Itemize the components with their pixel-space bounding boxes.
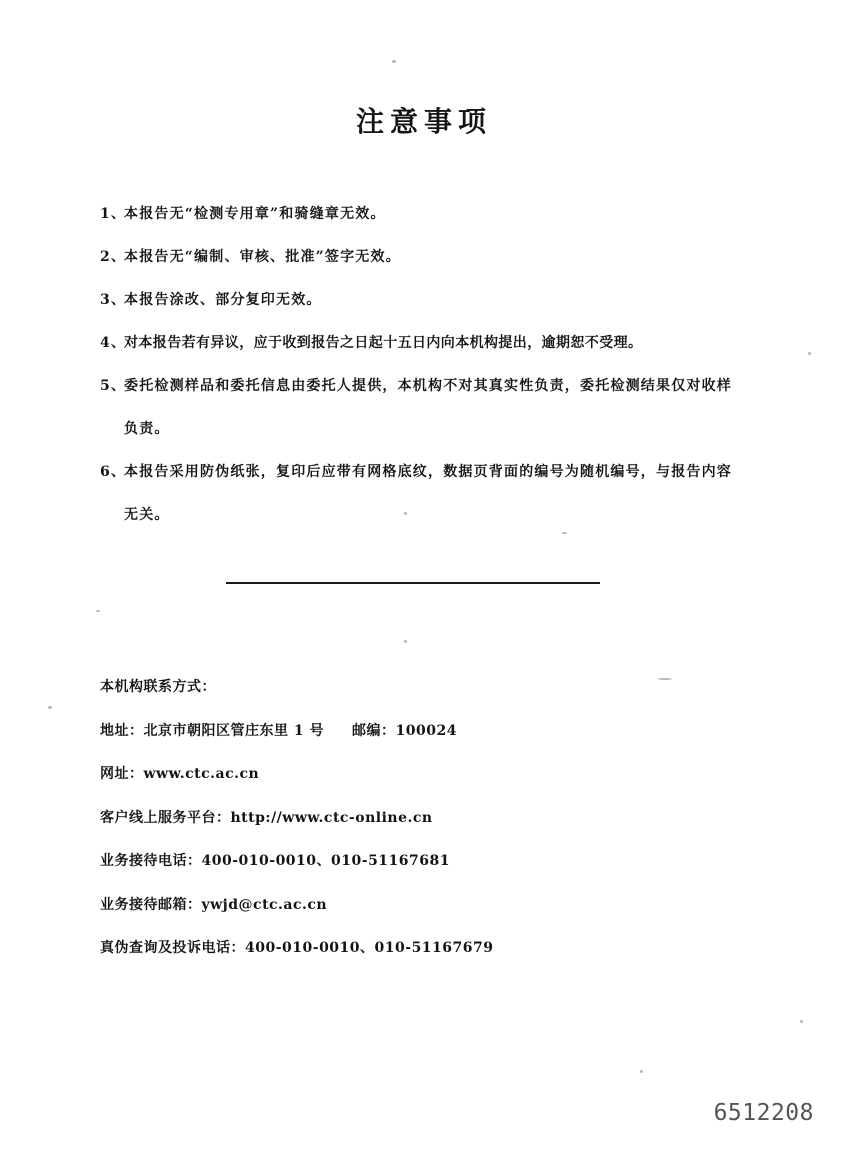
notice-item-3 <box>100 279 740 322</box>
scan-speck <box>404 512 407 515</box>
notice-text: 本报告无“检测专用章”和骑缝章无效。 <box>124 206 386 222</box>
complaint-phone-line: 真伪查询及投诉电话：400-010-0010、010-51167679 <box>100 940 494 956</box>
contact-heading: 本机构联系方式： <box>100 679 216 695</box>
notice-text: 对本报告若有异议，应于收到报告之日起十五日内向本机构提出，逾期恕不受理。 <box>124 335 643 351</box>
notice-list <box>100 193 740 537</box>
notice-text: 本报告无“编制、审核、批准”签字无效。 <box>124 249 401 265</box>
scan-speck <box>800 1020 803 1023</box>
notice-item-5 <box>100 365 740 451</box>
scan-speck <box>404 640 407 643</box>
notice-number: 6、 <box>100 464 127 480</box>
notice-number: 5、 <box>100 378 127 394</box>
address-text: 地址：北京市朝阳区管庄东里 1 号 <box>100 722 324 739</box>
notice-item-2 <box>100 236 740 279</box>
scan-speck <box>658 678 672 680</box>
notice-text: 本报告采用防伪纸张，复印后应带有网格底纹，数据页背面的编号为随机编号，与报告内容无关。 <box>124 464 732 523</box>
notice-text: 委托检测样品和委托信息由委托人提供，本机构不对其真实性负责，委托检测结果仅对收样负责。 <box>124 378 732 437</box>
scan-speck <box>392 60 396 63</box>
section-divider <box>226 582 600 584</box>
service-platform-line: 客户线上服务平台：http://www.ctc-online.cn <box>100 809 433 826</box>
phone-line: 业务接待电话：400-010-0010、010-51167681 <box>100 853 450 869</box>
notice-item-1 <box>100 193 740 236</box>
address-line <box>100 716 720 760</box>
notice-number: 1、 <box>100 206 127 222</box>
notice-item-6 <box>100 451 740 537</box>
scan-speck <box>96 610 100 612</box>
serial-number: 6512208 <box>713 1100 814 1126</box>
notice-text: 本报告涂改、部分复印无效。 <box>124 292 322 308</box>
scan-speck <box>640 1070 643 1073</box>
notice-item-4 <box>100 322 740 365</box>
email-line: 业务接待邮箱：ywjd@ctc.ac.cn <box>100 896 328 913</box>
scan-speck <box>48 706 52 709</box>
notice-number: 2、 <box>100 249 127 265</box>
scan-speck <box>562 532 567 534</box>
postcode-text: 邮编：100024 <box>352 722 457 739</box>
website-line: 网址：www.ctc.ac.cn <box>100 766 260 782</box>
notice-number: 3、 <box>100 292 127 308</box>
notice-number: 4、 <box>100 335 127 351</box>
page-title: 注意事项 <box>355 105 492 138</box>
scan-speck <box>808 352 811 355</box>
contact-section <box>100 672 720 977</box>
